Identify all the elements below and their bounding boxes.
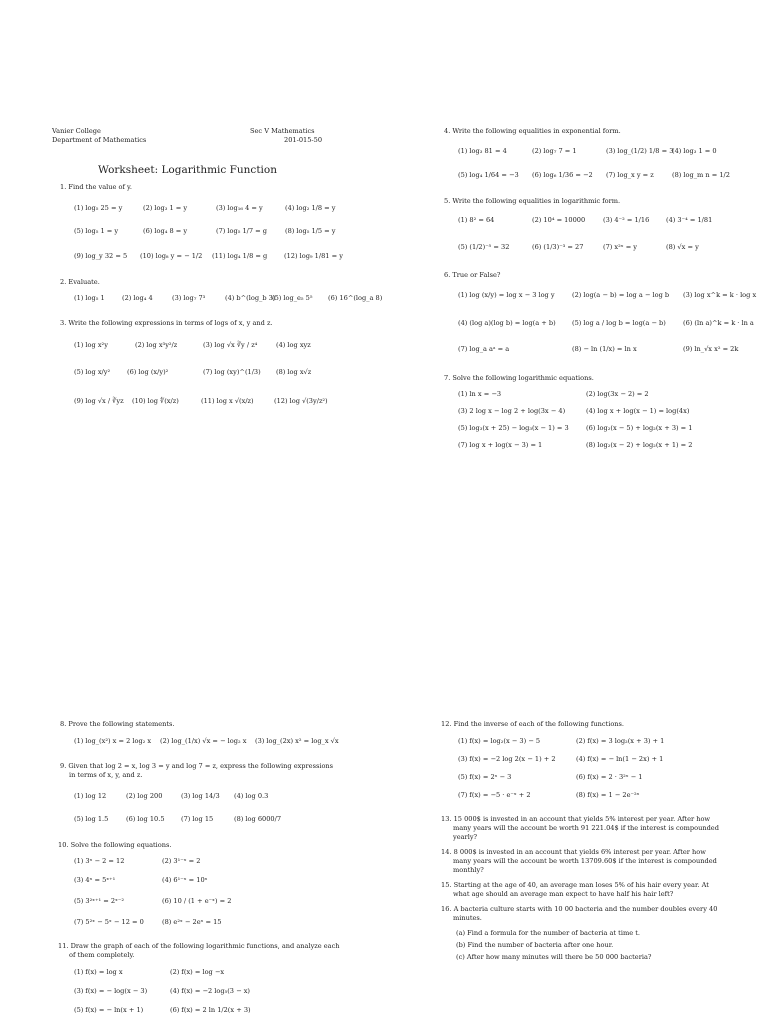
header-department: Department of Mathematics	[52, 136, 147, 144]
q6-item: (5) log a / log b = log(a − b)	[572, 319, 666, 327]
q3-item: (5) log x/y²	[74, 368, 111, 376]
q12-prompt: 12. Find the inverse of each of the following functions.	[441, 720, 625, 728]
q4-item: (2) log₇ 7 = 1	[532, 147, 577, 155]
q9-item: (6) log 10.5	[126, 815, 165, 823]
q1-item: (11) log₄ 1/8 = g	[212, 252, 268, 260]
q10-item: (7) 5²ˣ − 5ˣ − 12 = 0	[74, 918, 144, 926]
q3-item: (1) log x²y	[74, 341, 108, 349]
q7-item: (3) 2 log x − log 2 + log(3x − 4)	[458, 407, 566, 415]
q10-item: (3) 4ˣ = 5ˣ⁺¹	[74, 876, 116, 884]
q16-line: minutes.	[453, 914, 482, 922]
q9-item: (2) log 200	[126, 792, 163, 800]
header-course: 201-015-50	[284, 136, 323, 144]
q10-item: (4) 6¹⁻ˣ = 10ˣ	[162, 876, 208, 884]
q7-item: (2) log(3x − 2) = 2	[586, 390, 649, 398]
q9-item: (1) log 12	[74, 792, 107, 800]
q8-item: (3) log_(2x) x² = log_x √x	[255, 737, 339, 745]
q5-item: (8) √x = y	[666, 243, 699, 251]
q5-prompt: 5. Write the following equalities in logarithmic form.	[444, 197, 621, 205]
q5-item: (3) 4⁻² = 1/16	[603, 216, 650, 224]
q4-item: (5) log₄ 1/64 = −3	[458, 171, 519, 179]
header-college: Vanier College	[52, 127, 101, 135]
q1-item: (12) log₉ 1/81 = y	[284, 252, 343, 260]
q12-item: (8) f(x) = 1 − 2e⁻²ˣ	[576, 791, 640, 799]
q12-item: (5) f(x) = 2ˣ − 3	[458, 773, 512, 781]
q6-item: (3) log x^k = k · log x	[683, 291, 757, 299]
q9-item: (4) log 0.3	[234, 792, 269, 800]
q16-part: (a) Find a formula for the number of bacteria at time t.	[456, 929, 640, 937]
q11-item: (5) f(x) = − ln(x + 1)	[74, 1006, 144, 1014]
q10-prompt: 10. Solve the following equations.	[58, 841, 172, 849]
q14-line: 14. 8 000$ is invested in an account that yields 6% interest per year. After how	[441, 848, 706, 856]
q4-item: (7) log_x y = z	[606, 171, 654, 179]
q1-item: (8) log₅ 1/5 = y	[285, 227, 336, 235]
q1-item: (2) log₃ 1 = y	[143, 204, 188, 212]
q1-item: (6) log₄ 8 = y	[143, 227, 188, 235]
q5-item: (2) 10⁴ = 10000	[532, 216, 586, 224]
q3-item: (12) log √(3y/z²)	[274, 397, 328, 405]
q12-item: (2) f(x) = 3 log₂(x + 3) + 1	[576, 737, 665, 745]
q2-prompt: 2. Evaluate.	[60, 278, 100, 286]
q9-item: (5) log 1.5	[74, 815, 109, 823]
q1-item: (5) log₅ 1 = y	[74, 227, 119, 235]
q11-item: (3) f(x) = − log(x − 3)	[74, 987, 148, 995]
q7-prompt: 7. Solve the following logarithmic equations.	[444, 374, 594, 382]
q2-item: (1) log₅ 1	[74, 294, 105, 302]
q5-item: (4) 3⁻⁴ = 1/81	[666, 216, 713, 224]
q11-item: (6) f(x) = 2 ln 1/2(x + 3)	[170, 1006, 251, 1014]
q10-item: (5) 3²ˣ⁺¹ = 2ˣ⁻²	[74, 897, 125, 905]
q6-item: (7) log_a aᵃ = a	[458, 345, 510, 353]
q1-item: (3) log₁₆ 4 = y	[216, 204, 263, 212]
q7-item: (4) log x + log(x − 1) = log(4x)	[586, 407, 690, 415]
q3-item: (10) log ∜(x/z)	[132, 397, 179, 405]
q10-item: (1) 3ˣ − 2 = 12	[74, 857, 125, 865]
q2-item: (2) log₄ 4	[122, 294, 153, 302]
q11-prompt: 11. Draw the graph of each of the following logarithmic functions, and analyze each	[58, 942, 340, 950]
q9-prompt-cont: in terms of x, y, and z.	[69, 771, 143, 779]
q13-line: yearly?	[453, 833, 478, 841]
q8-item: (2) log_(1/x) √x = − log₂ x	[160, 737, 247, 745]
q5-item: (5) (1/2)⁻⁵ = 32	[458, 243, 510, 251]
q6-prompt: 6. True or False?	[444, 271, 501, 279]
q4-item: (3) log_(1/2) 1/8 = 3	[606, 147, 674, 155]
q10-item: (6) 10 / (1 + e⁻ˣ) = 2	[162, 897, 232, 905]
q2-item: (5) log_e₅ 5⁵	[272, 294, 313, 302]
q2-item: (4) b^(log_b 3)	[225, 294, 276, 302]
q1-item: (10) log₈ y = − 1/2	[140, 252, 203, 260]
q7-item: (5) log₃(x + 25) − log₃(x − 1) = 3	[458, 424, 569, 432]
q16-part: (c) After how many minutes will there be 50 000 bacteria?	[456, 953, 652, 961]
q11-item: (2) f(x) = log −x	[170, 968, 225, 976]
q1-item: (4) log₂ 1/8 = y	[285, 204, 336, 212]
q2-item: (6) 16^(log_a 8)	[328, 294, 383, 302]
q3-item: (9) log √x / ∛yz	[74, 397, 124, 405]
q8-item: (1) log_(x²) x = 2 log₂ x	[74, 737, 152, 745]
q3-item: (3) log √x ∛y / z⁴	[203, 341, 258, 349]
q15-line: 15. Starting at the age of 40, an average man loses 5% of his hair every year. At	[441, 881, 709, 889]
q14-line: monthly?	[453, 866, 484, 874]
q9-item: (3) log 14/3	[181, 792, 220, 800]
q4-item: (6) log₆ 1/36 = −2	[532, 171, 593, 179]
q11-item: (1) f(x) = log x	[74, 968, 123, 976]
q12-item: (7) f(x) = −5 · e⁻ˣ + 2	[458, 791, 531, 799]
q16-line: 16. A bacteria culture starts with 10 00 bacteria and the number doubles every 40	[441, 905, 718, 913]
q6-item: (8) − ln (1/x) = ln x	[572, 345, 637, 353]
q6-item: (6) (ln a)^k = k · ln a	[683, 319, 754, 327]
q5-item: (7) x²ˣ = y	[603, 243, 638, 251]
q3-item: (2) log x³y²/z	[135, 341, 178, 349]
q3-item: (7) log (xy)^(1/3)	[203, 368, 261, 376]
q3-item: (11) log x √(x/z)	[201, 397, 254, 405]
q6-item: (4) (log a)(log b) = log(a + b)	[458, 319, 556, 327]
q12-item: (4) f(x) = − ln(1 − 2x) + 1	[576, 755, 664, 763]
q6-item: (1) log (x/y) = log x − 3 log y	[458, 291, 555, 299]
q3-prompt: 3. Write the following expressions in terms of logs of x, y and z.	[60, 319, 273, 327]
q3-item: (4) log xyz	[276, 341, 311, 349]
q6-item: (2) log(a − b) = log a − log b	[572, 291, 670, 299]
page-title: Worksheet: Logarithmic Function	[98, 164, 277, 176]
q9-item: (7) log 15	[181, 815, 214, 823]
q7-item: (7) log x + log(x − 3) = 1	[458, 441, 543, 449]
q13-line: 13. 15 000$ is invested in an account that yields 5% interest per year. After how	[441, 815, 711, 823]
q4-item: (8) log_m n = 1/2	[672, 171, 730, 179]
q14-line: many years will the account be worth 13709.60$ if the interest is compounded	[453, 857, 717, 865]
q10-item: (2) 3¹⁻ˣ = 2	[162, 857, 201, 865]
q3-item: (6) log (x/y)²	[127, 368, 169, 376]
q11-item: (4) f(x) = −2 log₅(3 − x)	[170, 987, 250, 995]
q9-item: (8) log 6000/7	[234, 815, 282, 823]
q2-item: (3) log₇ 7³	[172, 294, 206, 302]
q15-line: what age should an average man expect to have half his hair left?	[453, 890, 674, 898]
q7-item: (1) ln x = −3	[458, 390, 502, 398]
q9-prompt: 9. Given that log 2 = x, log 3 = y and log 7 = z, express the following expressions	[60, 762, 334, 770]
q12-item: (6) f(x) = 2 · 3²ˣ − 1	[576, 773, 643, 781]
q8-prompt: 8. Prove the following statements.	[60, 720, 175, 728]
q6-item: (9) ln_√x x² = 2k	[683, 345, 739, 353]
q7-item: (8) log₂(x − 2) + log₂(x + 1) = 2	[586, 441, 693, 449]
q10-item: (8) e²ˣ − 2eˣ = 15	[162, 918, 222, 926]
q1-item: (9) log_y 32 = 5	[74, 252, 128, 260]
q1-item: (7) log₅ 1/7 = g	[216, 227, 268, 235]
q13-line: many years will the account be worth 91 221.04$ if the interest is compounded	[453, 824, 719, 832]
q5-item: (6) (1/3)⁻³ = 27	[532, 243, 584, 251]
q4-prompt: 4. Write the following equalities in exponential form.	[444, 127, 621, 135]
q16-part: (b) Find the number of bacteria after one hour.	[456, 941, 614, 949]
q1-item: (1) log₅ 25 = y	[74, 204, 123, 212]
q11-prompt-cont: of them completely.	[69, 951, 135, 959]
q1-prompt: 1. Find the value of y.	[60, 183, 132, 191]
q4-item: (1) log₃ 81 = 4	[458, 147, 507, 155]
q4-item: (4) log₃ 1 = 0	[672, 147, 717, 155]
q12-item: (1) f(x) = log₂(x − 3) − 5	[458, 737, 541, 745]
q7-item: (6) log₂(x − 5) + log₂(x + 3) = 1	[586, 424, 693, 432]
q12-item: (3) f(x) = −2 log 2(x − 1) + 2	[458, 755, 556, 763]
q3-item: (8) log x√z	[276, 368, 312, 376]
q5-item: (1) 8² = 64	[458, 216, 495, 224]
header-section: Sec V Mathematics	[250, 127, 315, 135]
